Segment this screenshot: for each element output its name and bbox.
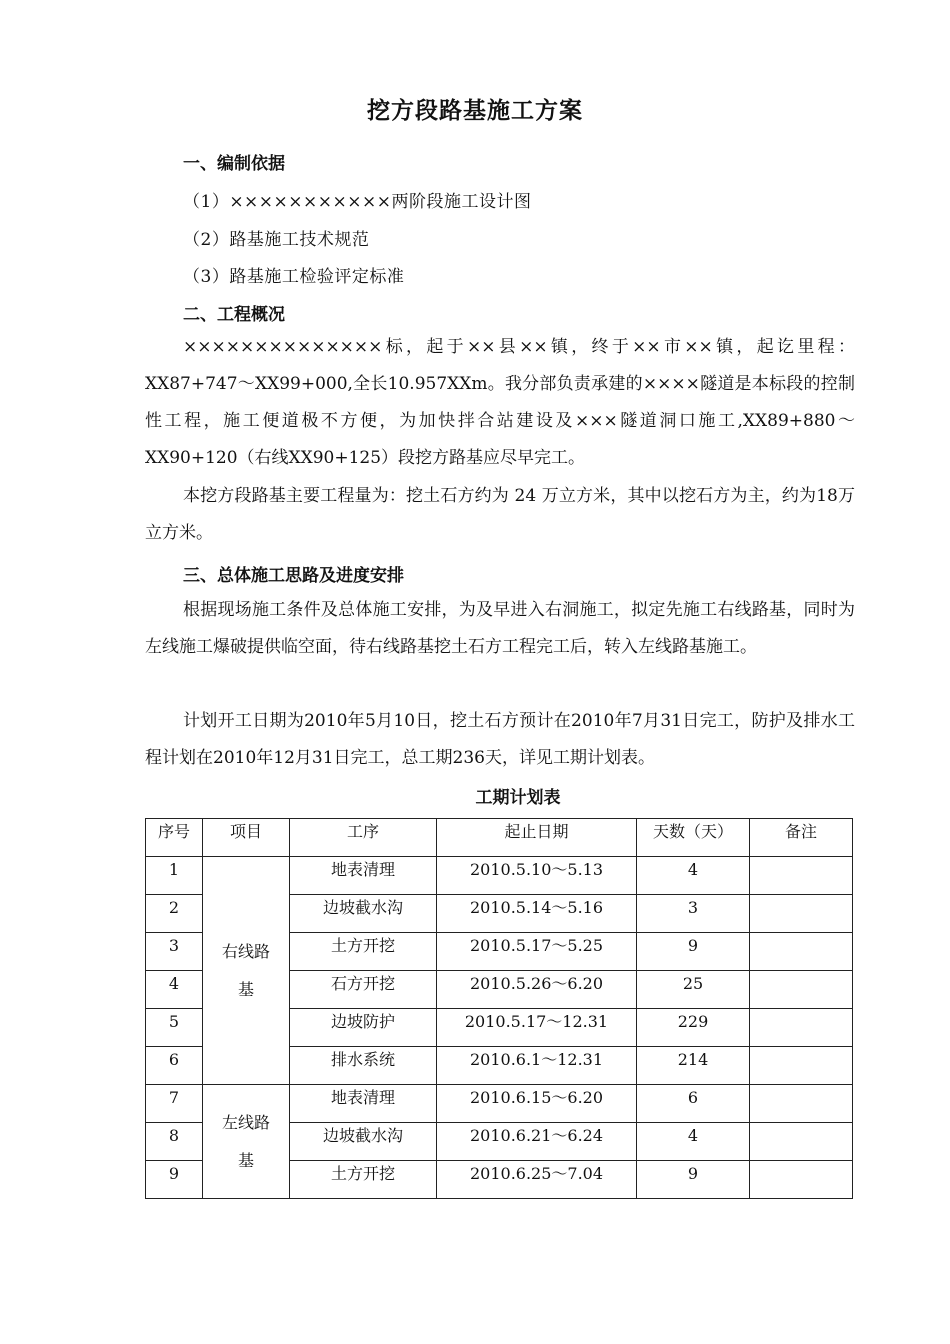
note-cell: [750, 895, 853, 933]
note-cell: [750, 1161, 853, 1199]
process-cell: 边坡防护: [290, 1009, 437, 1047]
process-cell: 土方开挖: [290, 1161, 437, 1199]
row-number: 6: [146, 1047, 203, 1085]
date-range-cell: 2010.5.26～6.20: [437, 971, 637, 1009]
date-range-cell: 2010.5.14～5.16: [437, 895, 637, 933]
days-cell: 6: [637, 1085, 750, 1123]
days-cell: 9: [637, 1161, 750, 1199]
note-cell: [750, 1009, 853, 1047]
days-cell: 9: [637, 933, 750, 971]
header-cell: 备注: [750, 819, 853, 857]
date-range-cell: 2010.5.10～5.13: [437, 857, 637, 895]
basis-item-2: （2）路基施工技术规范: [183, 230, 370, 250]
header-cell: 工序: [290, 819, 437, 857]
days-cell: 4: [637, 857, 750, 895]
process-cell: 边坡截水沟: [290, 1123, 437, 1161]
process-cell: 排水系统: [290, 1047, 437, 1085]
note-cell: [750, 1047, 853, 1085]
overview-paragraph-2: 本挖方段路基主要工程量为：挖土石方约为 24 万立方米，其中以挖石方为主，约为18万立方米。: [145, 486, 855, 543]
process-cell: 石方开挖: [290, 971, 437, 1009]
row-number: 3: [146, 933, 203, 971]
table-row: [146, 857, 853, 895]
row-number: 8: [146, 1123, 203, 1161]
days-cell: 25: [637, 971, 750, 1009]
table-row: [146, 1085, 853, 1123]
note-cell: [750, 1085, 853, 1123]
group-left-line: [203, 1085, 290, 1199]
days-cell: 3: [637, 895, 750, 933]
plan-paragraph-2: 计划开工日期为2010年5月10日，挖土石方预计在2010年7月31日完工，防护及排水工程计划在2010年12月31日完工，总工期236天，详见工期计划表。: [145, 711, 855, 768]
row-number: 9: [146, 1161, 203, 1199]
overview-paragraph-1: ××××××××××××××标，起于××县××镇，终于××市××镇，起讫里程：XX87+747～XX99+000,全长10.957XXm。我分部负责承建的××××隧道是本标段的控制性工程，施工便道极不方便，为加快拌合站建设及×××隧道洞口施工,XX89+880～XX90+120（右线XX90+125）段挖方路基应尽早完工。: [145, 337, 855, 468]
process-cell: 边坡截水沟: [290, 895, 437, 933]
date-range-cell: 2010.5.17～12.31: [437, 1009, 637, 1047]
basis-item-1: （1）×××××××××××两阶段施工设计图: [183, 192, 532, 212]
process-cell: 土方开挖: [290, 933, 437, 971]
group-label: 左线路基: [221, 1112, 270, 1170]
date-range-cell: 2010.6.15～6.20: [437, 1085, 637, 1123]
header-cell: 起止日期: [437, 819, 637, 857]
days-cell: 229: [637, 1009, 750, 1047]
process-cell: 地表清理: [290, 1085, 437, 1123]
note-cell: [750, 971, 853, 1009]
section-heading-plan: 三、总体施工思路及进度安排: [183, 566, 404, 586]
row-number: 2: [146, 895, 203, 933]
section-heading-overview: 二、工程概况: [183, 305, 285, 325]
section-heading-basis: 一、编制依据: [183, 154, 285, 174]
group-label: 右线路基: [221, 941, 270, 999]
document-title: 挖方段路基施工方案: [367, 98, 583, 124]
table-caption: 工期计划表: [475, 788, 561, 808]
note-cell: [750, 1123, 853, 1161]
row-number: 1: [146, 857, 203, 895]
process-cell: 地表清理: [290, 857, 437, 895]
date-range-cell: 2010.6.1～12.31: [437, 1047, 637, 1085]
group-right-line: [203, 857, 290, 1085]
header-cell: 项目: [203, 819, 290, 857]
note-cell: [750, 857, 853, 895]
row-number: 4: [146, 971, 203, 1009]
date-range-cell: 2010.6.25～7.04: [437, 1161, 637, 1199]
plan-paragraph-1: 根据现场施工条件及总体施工安排，为及早进入右洞施工，拟定先施工右线路基，同时为左线施工爆破提供临空面，待右线路基挖土石方工程完工后，转入左线路基施工。: [145, 600, 855, 657]
header-cell: 序号: [146, 819, 203, 857]
schedule-table: [145, 818, 853, 1199]
table-header-row: [146, 819, 853, 857]
row-number: 5: [146, 1009, 203, 1047]
date-range-cell: 2010.6.21～6.24: [437, 1123, 637, 1161]
days-cell: 214: [637, 1047, 750, 1085]
basis-item-3: （3）路基施工检验评定标准: [183, 267, 405, 287]
days-cell: 4: [637, 1123, 750, 1161]
row-number: 7: [146, 1085, 203, 1123]
header-cell: 天数（天）: [637, 819, 750, 857]
date-range-cell: 2010.5.17～5.25: [437, 933, 637, 971]
note-cell: [750, 933, 853, 971]
